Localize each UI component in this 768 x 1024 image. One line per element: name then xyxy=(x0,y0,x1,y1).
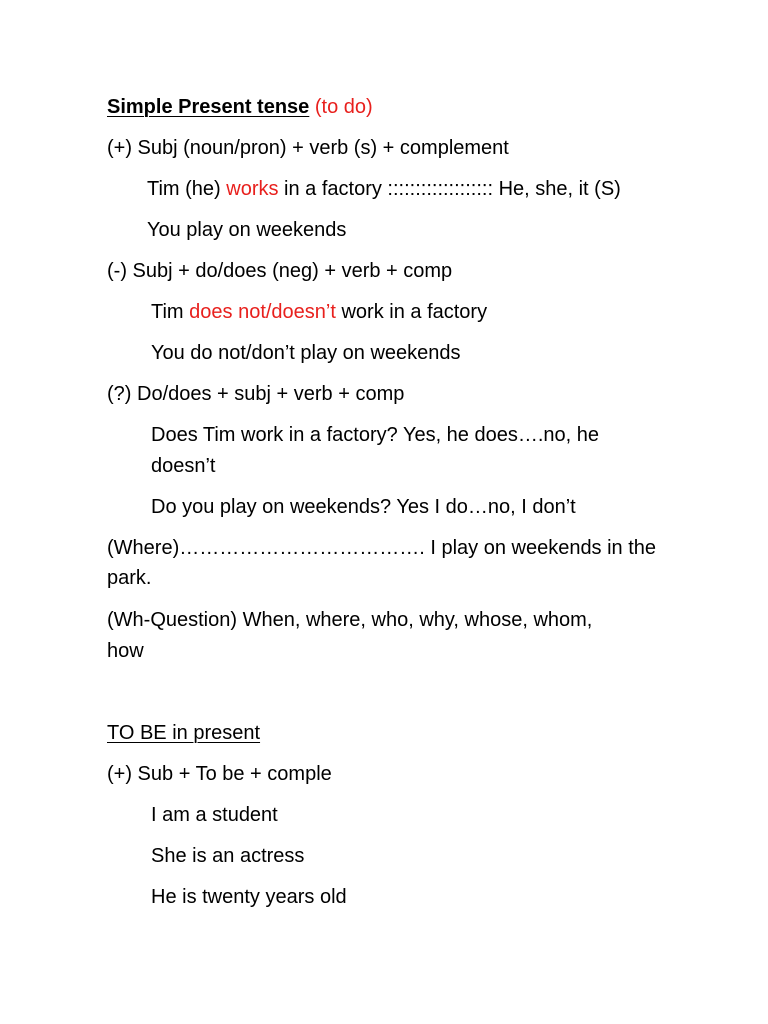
wh-question-line-2: how xyxy=(107,640,144,662)
negative-example-2: You do not/don’t play on weekends xyxy=(151,342,461,364)
example-text-after: in a factory ::::::::::::::::::: He, she, it (S) xyxy=(278,178,621,200)
title-note: (to do) xyxy=(314,96,373,118)
section-title-simple-present xyxy=(107,95,373,119)
highlighted-verb: works xyxy=(226,178,279,200)
where-line-2: park. xyxy=(107,567,152,589)
example-text-before: Tim (he) xyxy=(147,178,227,200)
where-line-1: (Where)………………………………. I play on weekends in the xyxy=(107,537,657,559)
to-be-example-1: I am a student xyxy=(151,804,278,826)
example-text-after: work in a factory xyxy=(335,301,488,323)
affirmative-example-1 xyxy=(147,177,621,201)
section-title-to-be: TO BE in present xyxy=(107,722,261,744)
question-example-2: Do you play on weekends? Yes I do…no, I don’t xyxy=(151,496,576,518)
question-example-1-line-2: doesn’t xyxy=(151,455,216,477)
negative-rule: (-) Subj + do/does (neg) + verb + comp xyxy=(107,260,453,282)
affirmative-example-2: You play on weekends xyxy=(147,219,347,241)
highlighted-auxiliary: does not/doesn’t xyxy=(189,301,336,323)
question-example-1-line-1: Does Tim work in a factory? Yes, he does….no, he xyxy=(151,424,600,446)
title-text: Simple Present tense xyxy=(107,96,310,118)
question-rule: (?) Do/does + subj + verb + comp xyxy=(107,383,405,405)
to-be-example-3: He is twenty years old xyxy=(151,886,347,908)
affirmative-rule: (+) Subj (noun/pron) + verb (s) + complement xyxy=(107,137,509,159)
to-be-rule: (+) Sub + To be + comple xyxy=(107,763,332,785)
example-text-before: Tim xyxy=(151,301,190,323)
negative-example-1 xyxy=(151,300,487,324)
wh-question-line-1: (Wh-Question) When, where, who, why, whose, whom, xyxy=(107,609,593,631)
to-be-example-2: She is an actress xyxy=(151,845,305,867)
